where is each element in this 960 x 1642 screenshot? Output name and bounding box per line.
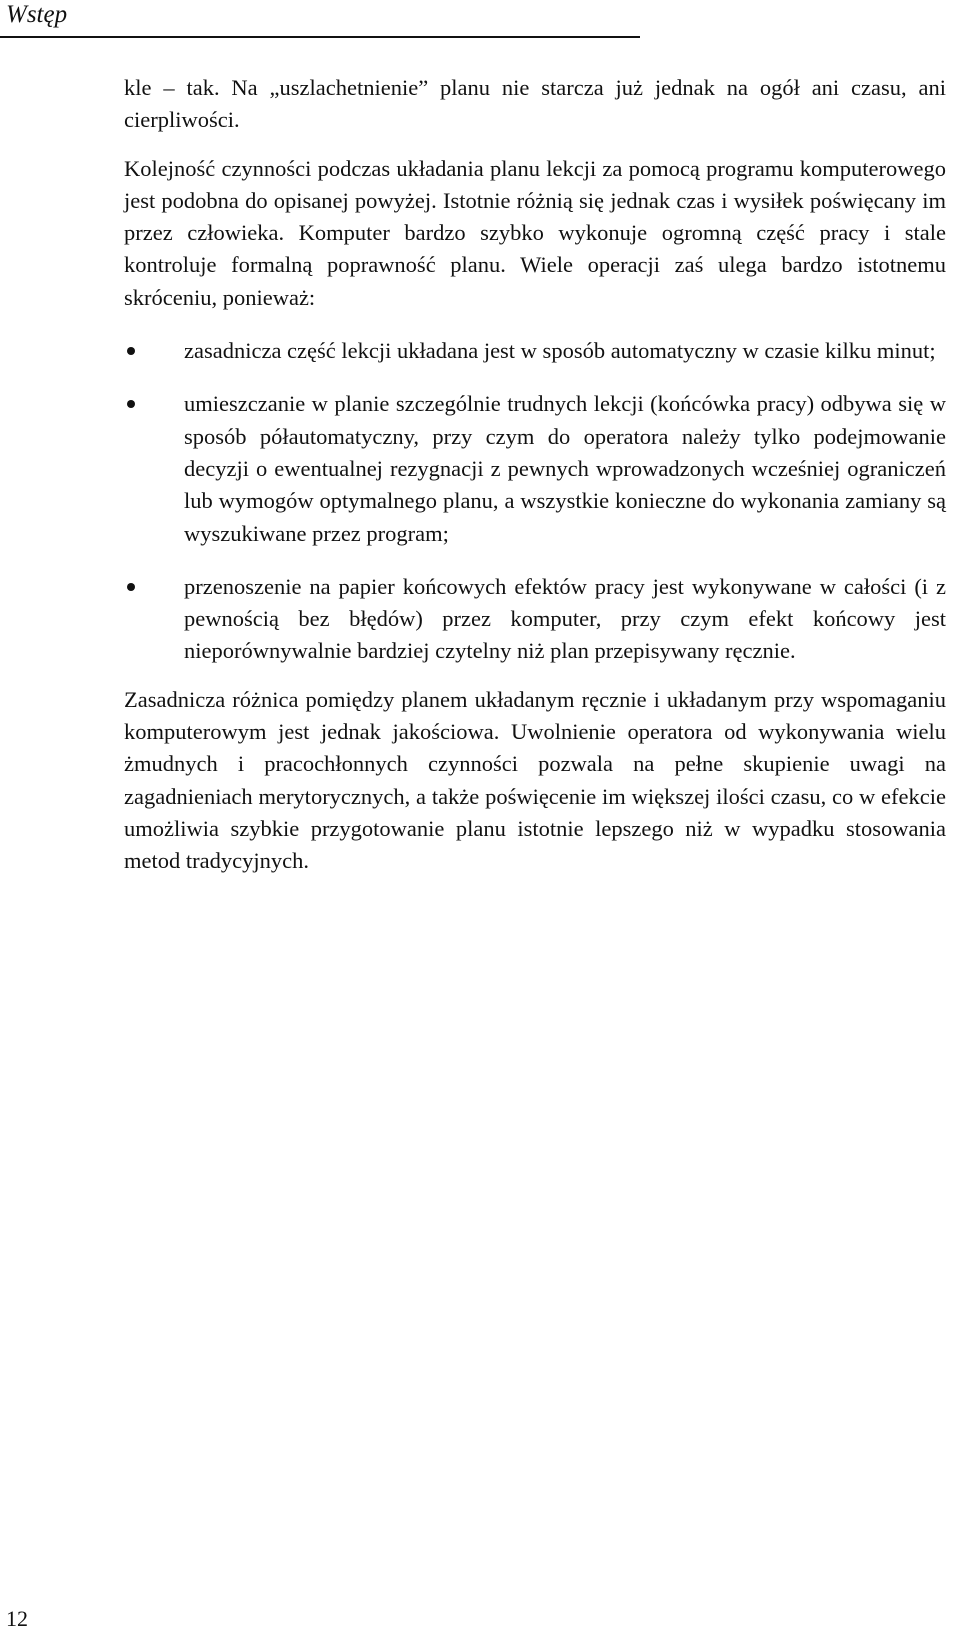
paragraph-qualitative-difference: Zasadnicza różnica pomiędzy planem układanym ręcznie i układanym przy wspomaganiu komputerowym jest jednak jakościowa. Uwolnienie operatora od wykonywania wielu żmudnych i pracochłonnych czynności pozwala na pełne skupienie uwagi na zagadnieniach merytorycznych, a także poświęcenie im większej ilości czasu, co w efekcie umożliwia szybkie przygotowanie planu istotnie lepszego niż w wypadku stosowania metod tradycyjnych. [124,686,946,874]
running-title: Wstęp [6,1,68,28]
list-item [124,388,946,549]
paragraph-gap [124,314,946,335]
paragraph-gap [124,668,946,684]
bullet-list [124,335,946,668]
list-gap [124,550,946,571]
paragraph-gap [124,137,946,153]
bullet-icon [127,583,135,591]
list-item [124,335,946,367]
paragraph-order-of-tasks: Kolejność czynności podczas układania planu lekcji za pomocą programu komputerowego jest podobna do opisanej powyżej. Istotnie różnią się jednak czas i wysiłek poświęcany im przez człowieka. Komputer bardzo szybko wykonuje ogromną część pracy i stale kontroluje formalną poprawność planu. Wiele operacji zaś ulega bardzo istotnemu skróceniu, ponieważ: [124,155,946,310]
header-rule [0,36,640,38]
list-gap [124,367,946,388]
page-number: 12 [6,1606,28,1631]
paragraph-continuation: kle – tak. Na „uszlachetnienie” planu nie starcza już jednak na ogół ani czasu, ani cierpliwości. [124,75,946,133]
list-item-text: zasadnicza część lekcji układana jest w sposób automatyczny w czasie kilku minut; [184,338,936,364]
list-item-text: umieszczanie w planie szczególnie trudnych lekcji (końcówka pracy) odbywa się w sposób półautomatyczny, przy czym do operatora należy tylko podejmowanie decyzji o ewentualnej rezygnacji z pewnych wprowadzonych wcześniej ograniczeń lub wymogów optymalnego planu, a wszystkie konieczne do wykonania zamiany są wyszukiwane przez program; [184,391,946,546]
bullet-icon [127,400,135,408]
list-item [124,571,946,668]
bullet-icon [127,347,135,355]
page-body [124,72,946,878]
list-item-text: przenoszenie na papier końcowych efektów pracy jest wykonywane w całości (i z pewnością bez błędów) przez komputer, przy czym efekt końcowy jest nieporównywalnie bardziej czytelny niż plan przepisywany ręcznie. [184,573,946,664]
